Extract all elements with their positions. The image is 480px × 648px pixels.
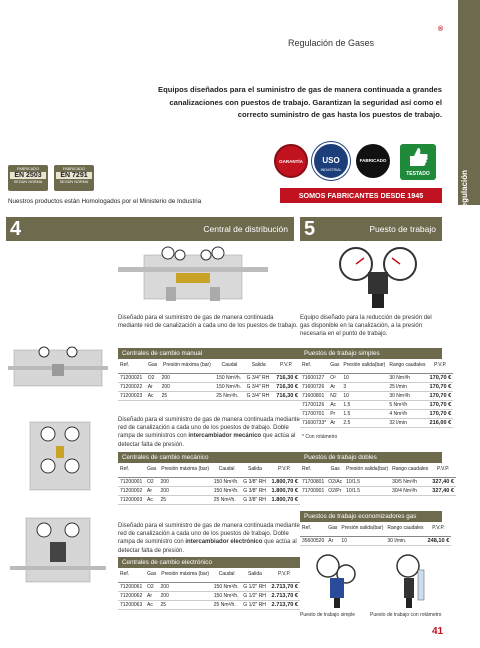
table-row: 71700126 Ac 1.5 5 Nm³/h 170,70 € (302, 401, 452, 408)
table-row: 71200062 Ar 200 150 Nm³/h. G 1/2" RH 2.713,70 € (120, 592, 298, 599)
central-mecanico-image (20, 418, 100, 494)
table-row: 71200061 O2 200 150 Nm³/h. G 1/2" RH 2.713,70 € (120, 583, 298, 590)
puesto-simple-image (306, 552, 366, 610)
table-header: Ref. Gas Presión máxima (bar) Caudal Salida P.V.P. (118, 463, 300, 477)
table-header: Ref. Gas Presión salida(bar) Rango caudales P.V.P. (300, 463, 456, 477)
badge-en7291: FABRICADO EN 7291 SEGÚN NORMA (54, 165, 94, 191)
caption-simple: Puesto de trabajo simple (300, 612, 356, 618)
rotametro-note: * Con rotámetro (302, 434, 338, 440)
t2-title: Centrales de cambio mecánico (118, 452, 300, 463)
table-row: 71600801 N2 10 30 Nm³/h 170,70 € (302, 392, 452, 399)
table-header: Ref. Gas Presión máxima (bar) Caudal Salida P.V.P. (118, 359, 300, 373)
page-number: 41 (432, 626, 444, 637)
garantia-seal-icon: GARANTÍA (274, 144, 308, 178)
table-central-mecanico (118, 463, 300, 505)
badge-en2503: FABRICADO EN 2503 SEGÚN NORMA (8, 165, 48, 191)
central-electronico-image (10, 514, 106, 586)
table-header: Ref. Gas Presión máxima (bar) Caudal Salida P.V.P. (118, 568, 300, 582)
registered-mark: ® (438, 26, 444, 33)
fabricantes-banner: SOMOS FABRICANTES DESDE 1945 (280, 188, 442, 203)
desc-puesto-trabajo: Equipo diseñado para la reducción de presión del gas disponible en la canalización, a la presión necesaria en el punto de trabajo. (300, 315, 432, 338)
table-row: 71700801 O2/Ac 10/1.5 30/5 Nm³/h 327,40 € (302, 478, 455, 485)
table-row: 71700901 O2/Pr 10/1.5 30/4 Nm³/h 327,40 € (302, 487, 455, 494)
desc-central-distribucion: Diseñado para el suministro de gas de manera continuada mediante red de canalización a cada uno de los puestos de trabajo. (118, 315, 298, 330)
side-tab: Regulación (458, 0, 480, 205)
table-row: 35600520 Ar 10 30 l/min. 248,10 € (302, 537, 450, 544)
t5-title: Puestos de trabajo dobles (300, 452, 442, 463)
section-5-header: 5 Puesto de trabajo (300, 217, 442, 241)
table-central-electronico (118, 568, 300, 610)
table-row: 71600127 O² 10 30 Nm³/h 170,70 € (302, 374, 452, 381)
table-central-manual (118, 359, 300, 401)
table-puestos-economizadores (300, 522, 451, 546)
homologation-note: Nuestros productos están Homologados por el Ministerio de Industria (8, 198, 202, 205)
table-row: 71600733* Ar 2.5 32 l/min 216,00 € (302, 419, 452, 426)
t1-title: Centrales de cambio manual (118, 348, 300, 359)
table-row: 71700701 Pr 1.5 4 Nm³/h 170,70 € (302, 410, 452, 417)
table-header: Ref. Gas Presión salida(bar) Rango caudales P.V.P. (300, 522, 451, 536)
table-puestos-simples (300, 359, 453, 428)
quality-seals (272, 140, 442, 186)
t3-title: Centrales de cambio electrónico (118, 557, 300, 568)
central-distribucion-image (118, 243, 268, 311)
table-row: 71200003 Ac 25 25 Nm³/h. G 3/8" RH 1.800,70 € (120, 496, 298, 503)
table-row: 71200063 Ac 25 25 Nm³/h. G 1/2" RH 2.713,70 € (120, 601, 298, 608)
section-4-header: 4 Central de distribución (6, 217, 294, 241)
t4-title: Puestos de trabajo simples (300, 348, 442, 359)
page-header-title: Regulación de Gases (288, 38, 375, 48)
table-header: Ref. Gas Presión salida(bar) Rango caudales P.V.P. (300, 359, 453, 373)
puesto-rotametro-image (380, 552, 440, 610)
puesto-trabajo-image (330, 242, 426, 312)
uso-industrial-seal-icon: USO INDUSTRIAL (312, 142, 350, 180)
norm-badges (8, 165, 100, 191)
table-row: 71200023 Ac 25 25 Nm³/h. G 3/4" RH 716,30 € (120, 392, 298, 399)
table-row: 71200021 O2 200 150 Nm³/h. G 3/4" RH 716,30 € (120, 374, 298, 381)
table-puestos-dobles (300, 463, 456, 496)
caption-rotametro: Puesto de trabajo con rotámetro (370, 612, 442, 618)
t6-title: Puestos de trabajo economizadores gas (300, 511, 442, 522)
desc-central-mecanico: Diseñado para el suministro de gas de manera continuada mediante red de canalización a cada uno de los puestos de trabajo. Doble rampa de suministros con intercambiador mecánico que actúa al detectar falta de presión. (118, 417, 300, 448)
desc-central-electronico: Diseñado para el suministro de gas de manera continuada mediante red de canalización a cada uno de los puestos de trabajo. Doble rampa de suministro con intercambiador electrónico que actúa al detectar falta de presión. (118, 523, 300, 554)
central-manual-image (8, 342, 108, 392)
fabricado-seal-icon: FABRICADO (356, 144, 390, 178)
intro-text: Equipos diseñados para el suministro de gas de manera continuada a grandes canalizaciones con puestos de trabajo. Garantizan la seguridad así como el correcto suministro de gas hasta los puestos de trabajo. (158, 85, 442, 119)
table-row: 71200022 Ar 200 150 Nm³/h. G 3/4" RH 716,30 € (120, 383, 298, 390)
table-row: 71600726 Ar 3 25 l/min 170,70 € (302, 383, 452, 390)
table-row: 71200001 O2 200 150 Nm³/h. G 3/8" RH 1.800,70 € (120, 478, 298, 485)
testado-thumb-icon: TESTADO (400, 144, 436, 180)
table-row: 71200002 Ar 200 150 Nm³/h. G 3/8" RH 1.800,70 € (120, 487, 298, 494)
